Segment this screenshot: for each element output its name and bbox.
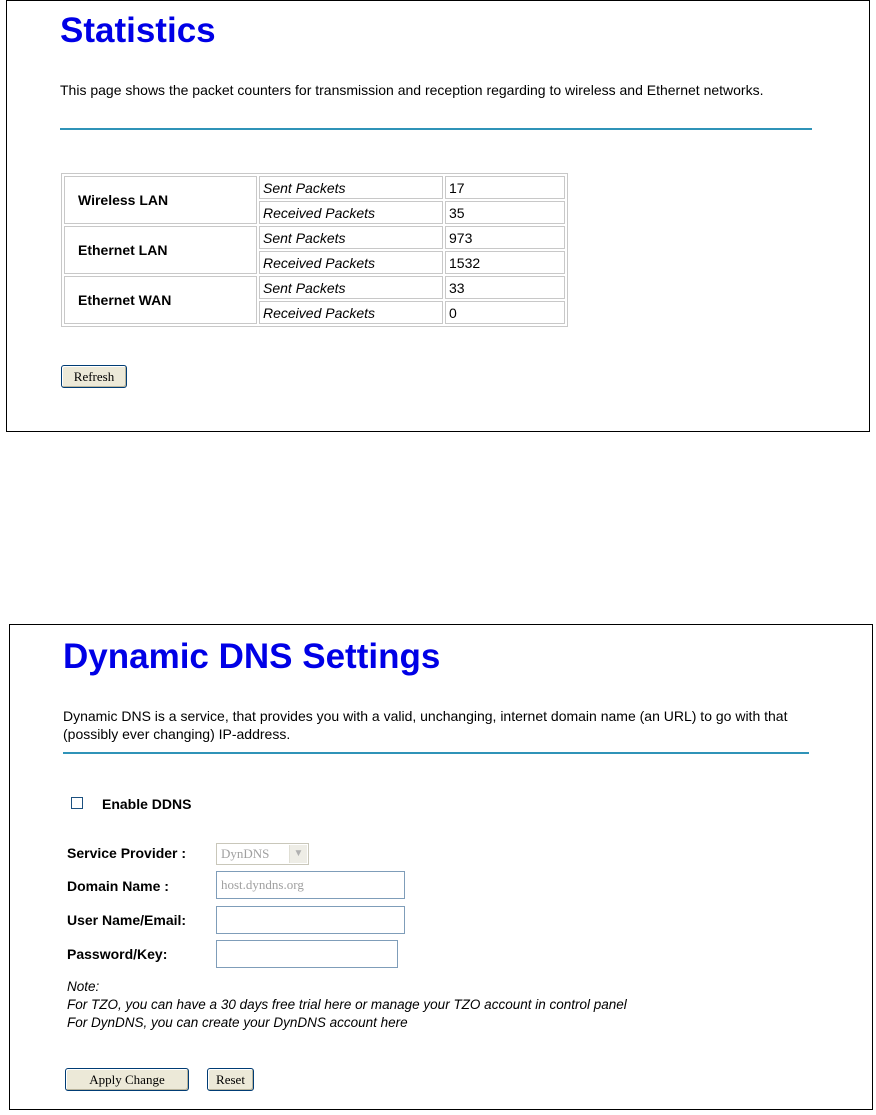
metric-value: 0	[445, 301, 565, 324]
metric-label: Sent Packets	[259, 176, 443, 199]
user-name-label: User Name/Email:	[67, 912, 187, 928]
metric-label: Sent Packets	[259, 226, 443, 249]
service-provider-select[interactable]	[216, 843, 309, 865]
page-description: Dynamic DNS is a service, that provides you with a valid, unchanging, internet domain name (an URL) to go with that (possibly ever changing) IP-address.	[63, 708, 788, 742]
domain-name-field[interactable]	[216, 871, 405, 899]
metric-label: Received Packets	[259, 301, 443, 324]
password-field[interactable]	[216, 940, 398, 968]
table-row	[64, 276, 565, 299]
domain-name-label: Domain Name :	[67, 878, 169, 894]
note-tzo: For TZO, you can have a 30 days free trial here or manage your TZO account in control panel	[67, 997, 627, 1012]
password-label: Password/Key:	[67, 946, 168, 962]
statistics-panel	[6, 0, 870, 432]
note-dyndns: For DynDNS, you can create your DynDNS account here	[67, 1015, 408, 1030]
group-name-ethernet-lan: Ethernet LAN	[64, 226, 257, 274]
service-provider-value: DynDNS	[221, 846, 270, 861]
chevron-down-icon: ▼	[289, 845, 307, 863]
refresh-button[interactable]: Refresh	[61, 365, 127, 388]
enable-ddns-checkbox[interactable]	[71, 797, 83, 809]
metric-label: Sent Packets	[259, 276, 443, 299]
divider	[60, 128, 812, 130]
page-title: Dynamic DNS Settings	[63, 637, 441, 676]
table-row	[64, 176, 565, 199]
metric-value: 33	[445, 276, 565, 299]
apply-change-button[interactable]: Apply Change	[65, 1068, 189, 1091]
user-name-field[interactable]	[216, 906, 405, 934]
metric-value: 973	[445, 226, 565, 249]
metric-value: 35	[445, 201, 565, 224]
reset-button[interactable]: Reset	[207, 1068, 254, 1091]
statistics-table	[61, 173, 568, 327]
note-title: Note:	[67, 979, 100, 994]
group-name-ethernet-wan: Ethernet WAN	[64, 276, 257, 324]
ddns-settings-panel	[9, 624, 873, 1110]
metric-label: Received Packets	[259, 251, 443, 274]
enable-ddns-label: Enable DDNS	[102, 796, 192, 812]
metric-value: 17	[445, 176, 565, 199]
service-provider-label: Service Provider :	[67, 845, 187, 861]
group-name-wireless-lan: Wireless LAN	[64, 176, 257, 224]
page-description: This page shows the packet counters for transmission and reception regarding to wireless and Ethernet networks.	[60, 82, 764, 98]
divider	[63, 752, 809, 754]
metric-value: 1532	[445, 251, 565, 274]
table-row	[64, 226, 565, 249]
page-title: Statistics	[60, 11, 216, 50]
metric-label: Received Packets	[259, 201, 443, 224]
